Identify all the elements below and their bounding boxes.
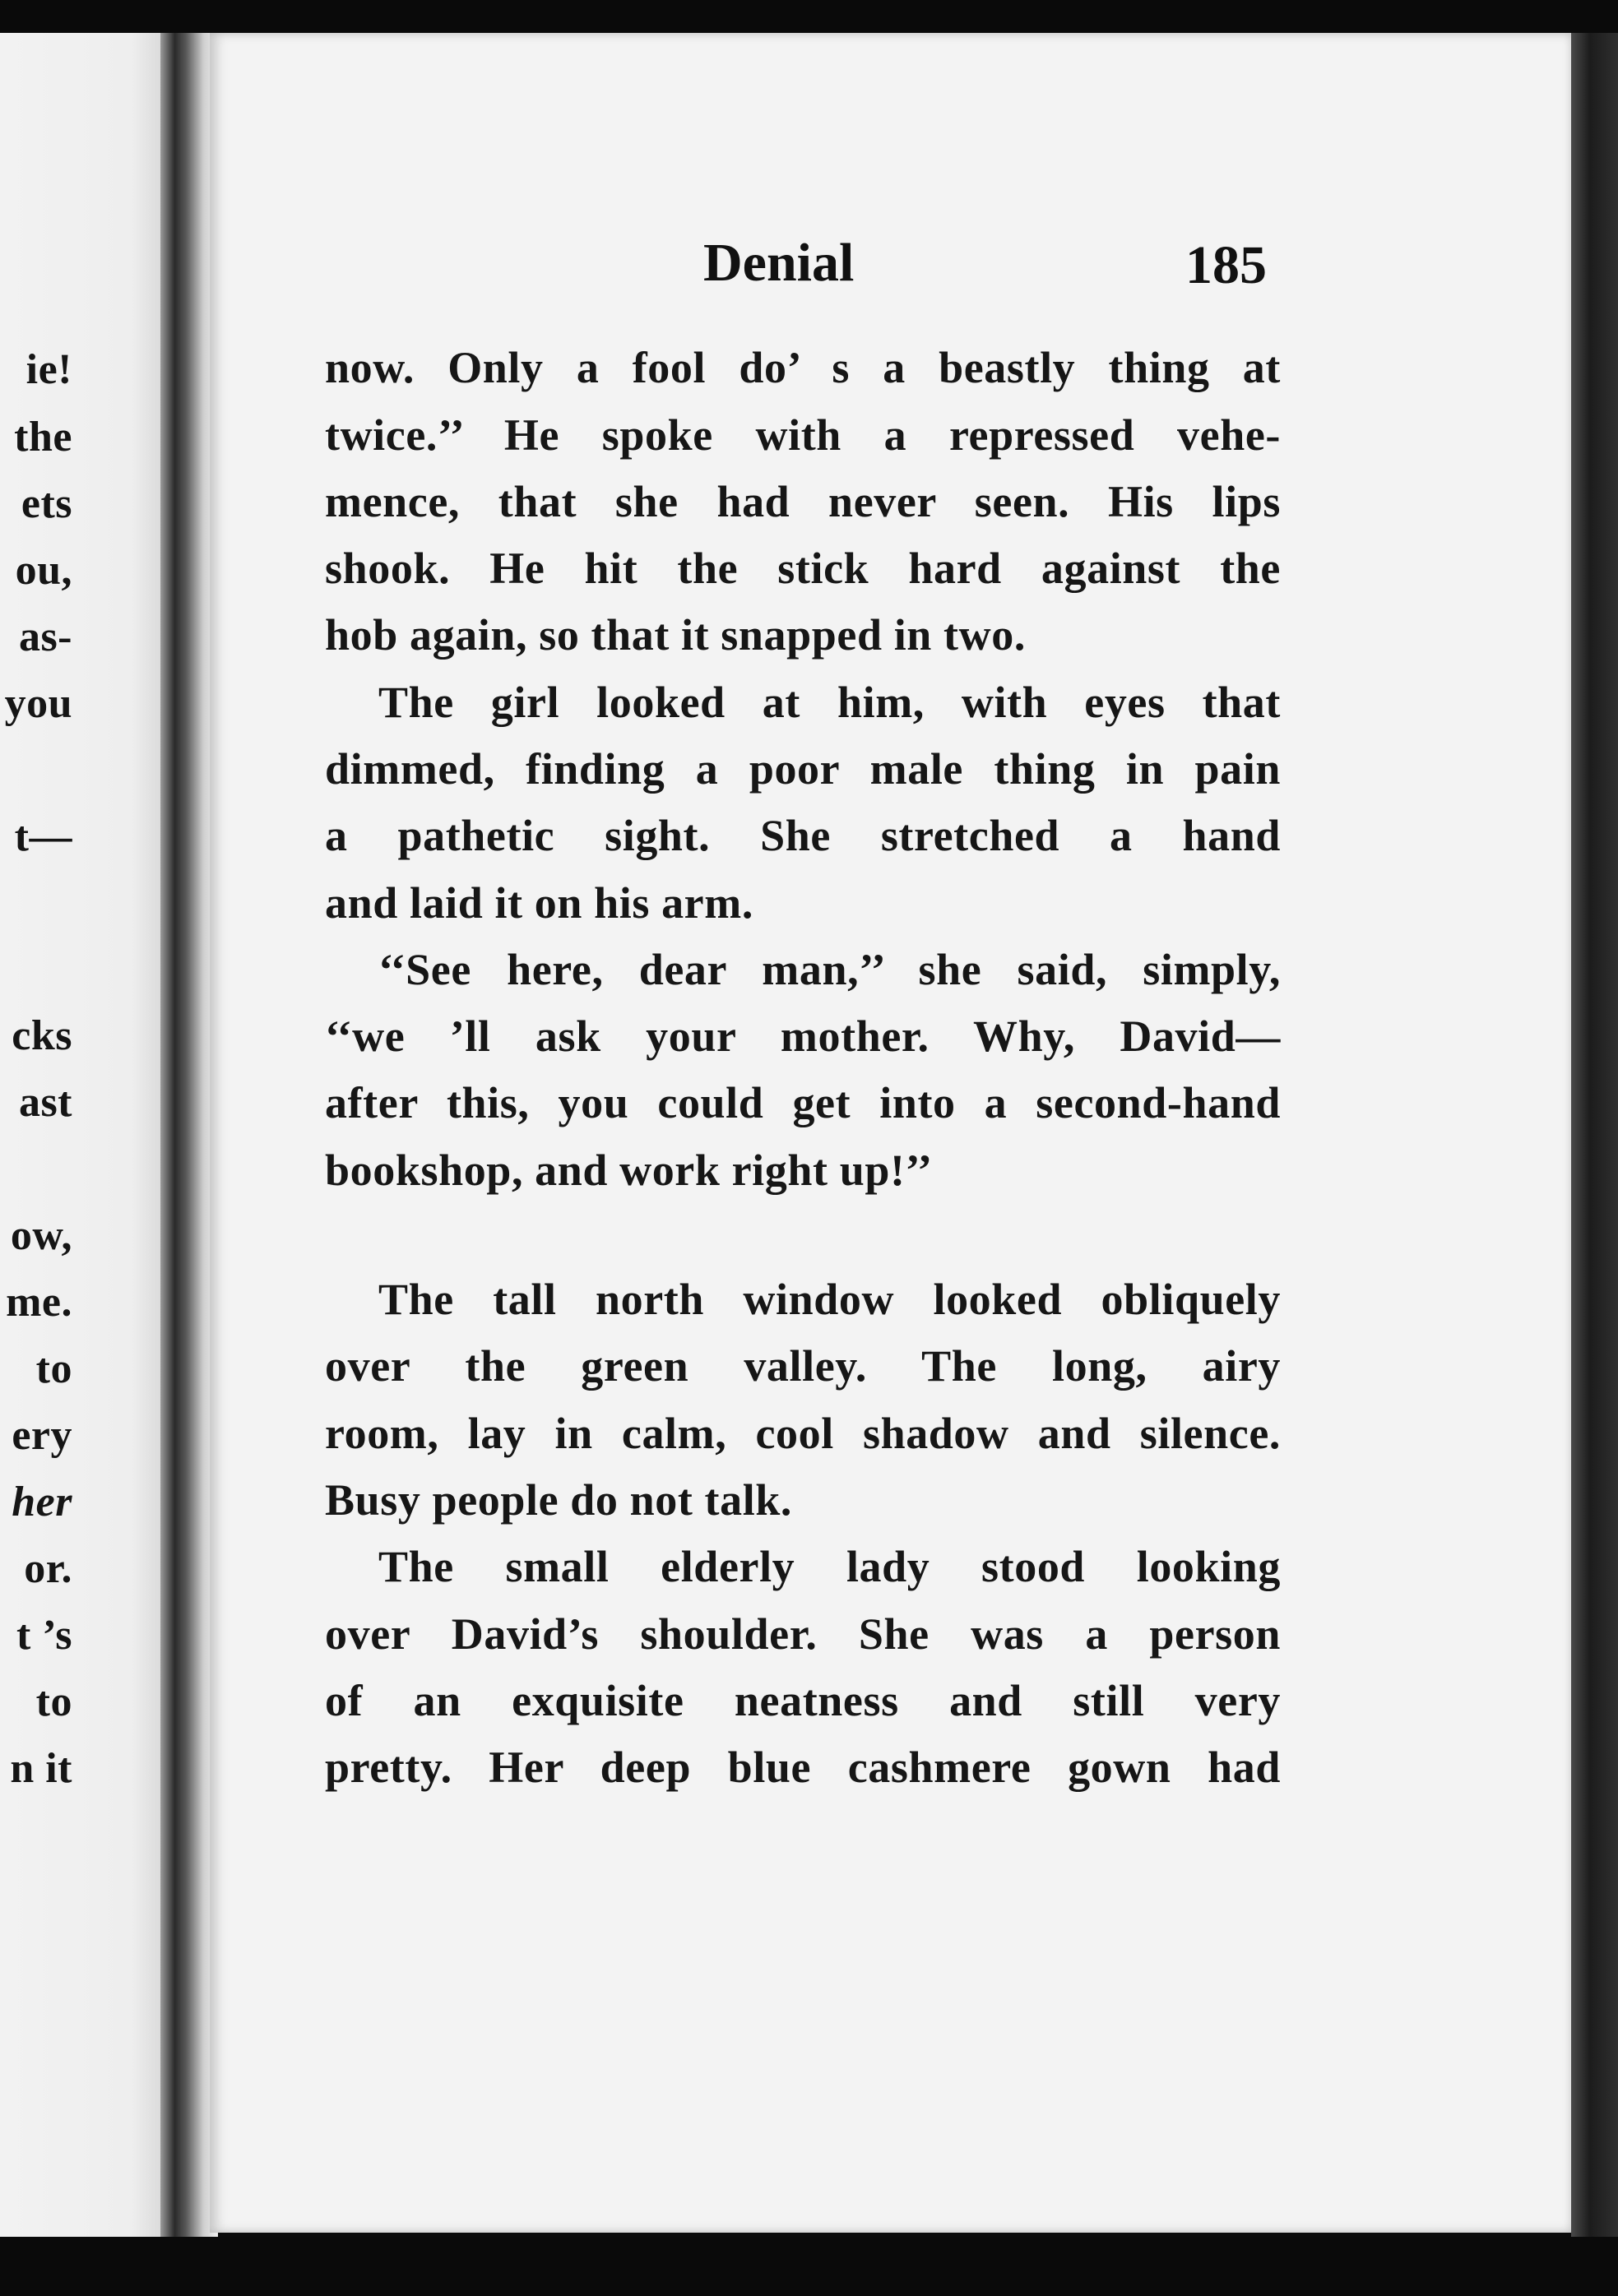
left-page-fragment: the (14, 414, 72, 461)
text-line: mence, that she had never seen. His lips (325, 477, 1281, 526)
text-line: bookshop, and work right up!’’ (325, 1146, 933, 1195)
text-line: pretty. Her deep blue cashmere gown had (325, 1743, 1281, 1792)
page-number: 185 (1185, 235, 1267, 295)
paragraph-start-line: ‘‘See here, dear man,’’ she said, simply, (378, 945, 1281, 994)
left-page-fragment: her (12, 1479, 72, 1525)
text-line: now. Only a fool do’ s a beastly thing at (325, 343, 1281, 392)
left-page-fragment: or. (24, 1545, 72, 1592)
paragraph-start-line: The small elderly lady stood looking (378, 1542, 1281, 1591)
text-line: shook. He hit the stick hard against the (325, 544, 1281, 593)
left-page-fragment: t— (14, 813, 72, 860)
text-line: after this, you could get into a second-hand (325, 1078, 1281, 1127)
left-page-fragment: ie! (25, 346, 72, 393)
text-line: Busy people do not talk. (325, 1475, 793, 1525)
left-page-fragment: to (35, 1345, 72, 1392)
text-line: ‘‘we ’ll ask your mother. Why, David— (325, 1011, 1281, 1061)
text-line: hob again, so that it snapped in two. (325, 610, 1026, 660)
left-page-fragment: cks (12, 1012, 72, 1059)
facing-page-left (0, 33, 165, 2237)
left-page-fragment: me. (6, 1279, 72, 1326)
text-line: of an exquisite neatness and still very (325, 1676, 1281, 1725)
left-page-fragment: t ’s (16, 1612, 72, 1659)
page-edge-right (1571, 33, 1618, 2237)
text-line: and laid it on his arm. (325, 878, 753, 928)
text-line: twice.’’ He spoke with a repressed vehe- (325, 410, 1281, 460)
left-page-fragment: ets (21, 480, 72, 527)
left-page-fragment: n it (10, 1745, 72, 1792)
text-line: room, lay in calm, cool shadow and silence. (325, 1409, 1281, 1458)
scan-border-bottom (0, 2237, 1618, 2296)
text-line: a pathetic sight. She stretched a hand (325, 811, 1281, 860)
text-line: dimmed, finding a poor male thing in pain (325, 744, 1281, 794)
left-page-fragment: ery (12, 1412, 72, 1459)
left-page-fragment: ast (18, 1079, 72, 1126)
left-page-fragment: you (4, 680, 72, 727)
left-page-fragment: as- (18, 613, 72, 660)
text-line: over David’s shoulder. She was a person (325, 1609, 1281, 1659)
scan-border-top (0, 0, 1618, 33)
left-page-fragment: ou, (15, 547, 72, 594)
running-head: Denial (703, 233, 855, 293)
left-page-fragment: ow, (10, 1212, 72, 1259)
paragraph-start-line: The girl looked at him, with eyes that (378, 678, 1281, 727)
left-page-fragment: to (35, 1678, 72, 1725)
text-line: over the green valley. The long, airy (325, 1341, 1281, 1391)
paragraph-start-line: The tall north window looked obliquely (378, 1275, 1281, 1324)
